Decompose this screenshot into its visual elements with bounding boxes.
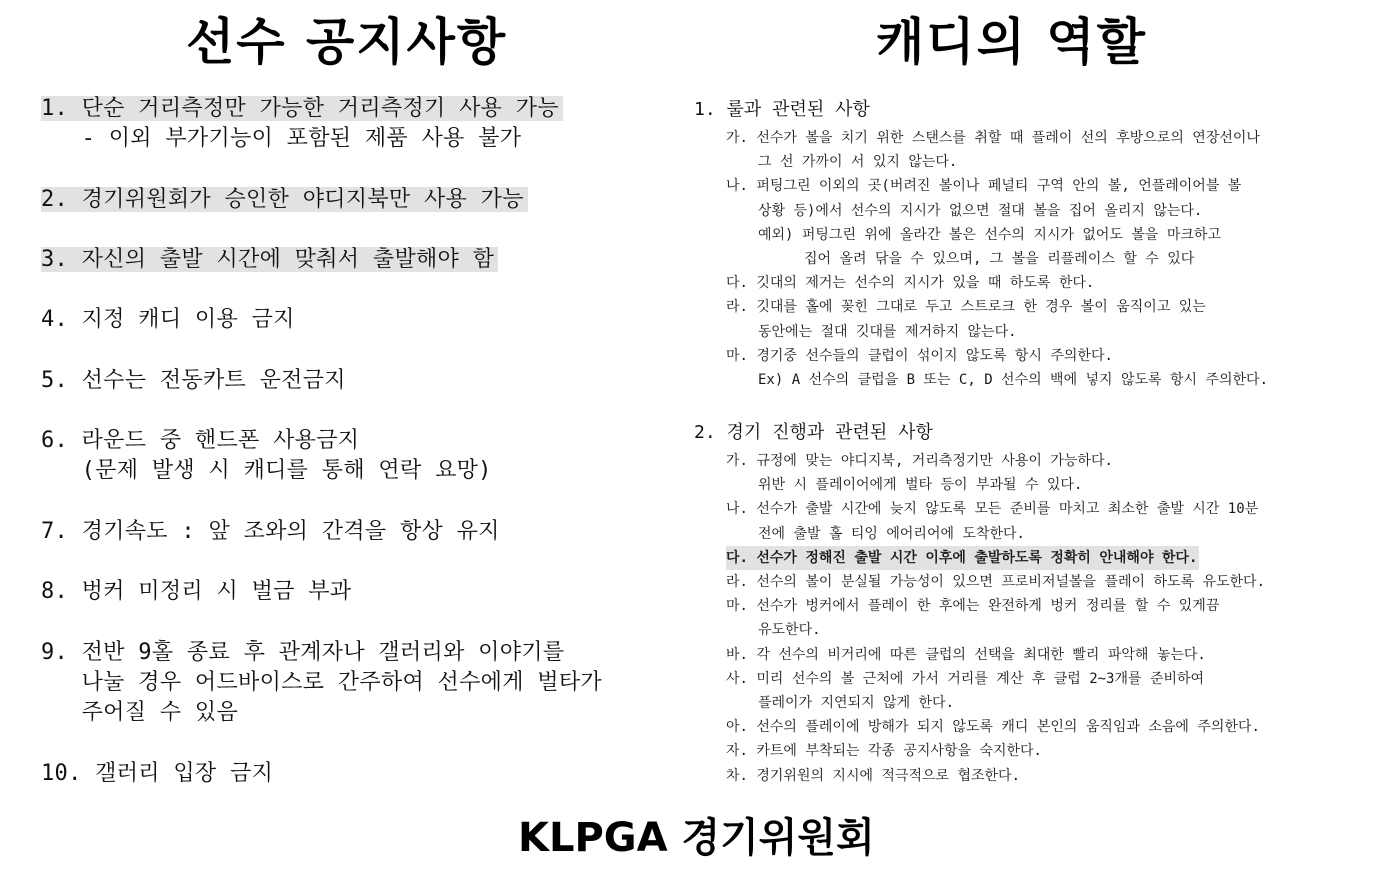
notice-text: 7. 경기속도 : 앞 조와의 간격을 항상 유지 — [41, 519, 500, 544]
role-line: 차. 경기위원의 지시에 적극적으로 협조한다. — [726, 767, 1021, 784]
notice-text: 4. 지정 캐디 이용 금지 — [41, 307, 295, 332]
notice-item — [41, 94, 563, 154]
role-line: 플레이가 지연되지 않게 한다. — [758, 695, 955, 711]
notice-text: 나눌 경우 어드바이스로 간주하여 선수에게 벌타가 — [41, 670, 602, 695]
role-line: 자. 카트에 부착되는 각종 공지사항을 숙지한다. — [726, 743, 1042, 760]
role-line: 마. 선수가 벙커에서 플레이 한 후에는 완전하게 벙커 정리를 할 수 있게끔 — [726, 598, 1220, 615]
notice-text: 10. 갤러리 입장 금지 — [41, 761, 274, 786]
caddie-role-title: 캐디의 역할 — [876, 13, 1147, 71]
notice-text: 9. 전반 9홀 종료 후 관계자나 갤러리와 이야기를 — [41, 640, 565, 665]
section-heading: 1. 룰과 관련된 사항 — [694, 99, 870, 120]
notice-text: 8. 벙커 미정리 시 벌금 부과 — [41, 579, 352, 604]
footer-organization: KLPGA 경기위원회 — [518, 815, 875, 861]
notice-item — [41, 366, 346, 396]
role-line: 다. 선수가 정해진 출발 시간 이후에 출발하도록 정확히 안내해야 한다. — [726, 546, 1199, 570]
role-line: 동안에는 절대 깃대를 제거하지 않는다. — [758, 323, 1017, 340]
notice-item — [41, 426, 492, 486]
role-line: 라. 선수의 볼이 분실될 가능성이 있으면 프로비저널볼을 플레이 하도록 유도한다. — [726, 574, 1266, 590]
notice-item — [41, 638, 602, 728]
notice-text: 1. 단순 거리측정만 가능한 거리측정기 사용 가능 — [41, 96, 563, 121]
notice-title: 선수 공지사항 — [186, 13, 508, 71]
notice-item — [41, 245, 498, 275]
notice-text: 3. 자신의 출발 시간에 맞춰서 출발해야 함 — [41, 247, 498, 272]
notice-item — [41, 577, 351, 607]
role-line: 유도한다. — [758, 622, 821, 639]
notice-item — [41, 305, 295, 335]
role-line: 사. 미리 선수의 볼 근처에 가서 거리를 계산 후 클럽 2~3개를 준비하여 — [726, 670, 1205, 687]
role-line: 예외) 퍼팅그린 위에 올라간 볼은 선수의 지시가 없어도 볼을 마크하고 — [758, 226, 1221, 243]
role-line: 나. 선수가 출발 시간에 늦지 않도록 모든 준비를 마치고 최소한 출발 시간 10분 — [726, 501, 1259, 518]
role-line: 전에 출발 홀 티잉 에어리어에 도착한다. — [758, 525, 1025, 542]
role-line: Ex) A 선수의 클럽을 B 또는 C, D 선수의 백에 넣지 않도록 항시 주의한다. — [758, 372, 1269, 388]
role-line: 가. 규정에 맞는 야디지북, 거리측정기만 사용이 가능하다. — [726, 453, 1113, 469]
notice-text: 주어질 수 있음 — [41, 700, 239, 725]
notice-text: 5. 선수는 전동카트 운전금지 — [41, 368, 346, 393]
section-heading: 2. 경기 진행과 관련된 사항 — [694, 422, 933, 443]
role-line: 그 선 가까이 서 있지 않는다. — [758, 154, 958, 171]
notice-text: 2. 경기위원회가 승인한 야디지북만 사용 가능 — [41, 187, 528, 212]
role-line: 나. 퍼팅그린 이외의 곳(버려진 볼이나 페널티 구역 안의 볼, 언플레이어블 볼 — [726, 178, 1242, 195]
notice-text: (문제 발생 시 캐디를 통해 연락 요망) — [41, 458, 492, 483]
role-line: 다. 깃대의 제거는 선수의 지시가 있을 때 하도록 한다. — [726, 275, 1095, 292]
role-line: 위반 시 플레이어에게 벌타 등이 부과될 수 있다. — [758, 477, 1083, 494]
role-line: 라. 깃대를 홀에 꽂힌 그대로 두고 스트로크 한 경우 볼이 움직이고 있는 — [726, 299, 1206, 316]
notice-text: 6. 라운드 중 핸드폰 사용금지 — [41, 428, 360, 453]
notice-item — [41, 185, 528, 215]
role-line: 바. 각 선수의 비거리에 따른 클럽의 선택을 최대한 빨리 파악해 놓는다. — [726, 646, 1206, 663]
role-line: 가. 선수가 볼을 치기 위한 스탠스를 취할 때 플레이 선의 후방으로의 연장선이나 — [726, 130, 1260, 146]
role-line: 아. 선수의 플레이에 방해가 되지 않도록 캐디 본인의 움직임과 소음에 주의한다. — [726, 719, 1260, 736]
notice-text: - 이외 부가기능이 포함된 제품 사용 불가 — [41, 126, 522, 151]
notice-item — [41, 517, 500, 547]
notice-item — [41, 759, 273, 789]
role-line: 상황 등)에서 선수의 지시가 없으면 절대 볼을 집어 올리지 않는다. — [758, 202, 1203, 219]
role-line: 마. 경기중 선수들의 클럽이 섞이지 않도록 항시 주의한다. — [726, 347, 1113, 364]
role-line: 집어 올려 닦을 수 있으며, 그 볼을 리플레이스 할 수 있다 — [804, 251, 1195, 267]
